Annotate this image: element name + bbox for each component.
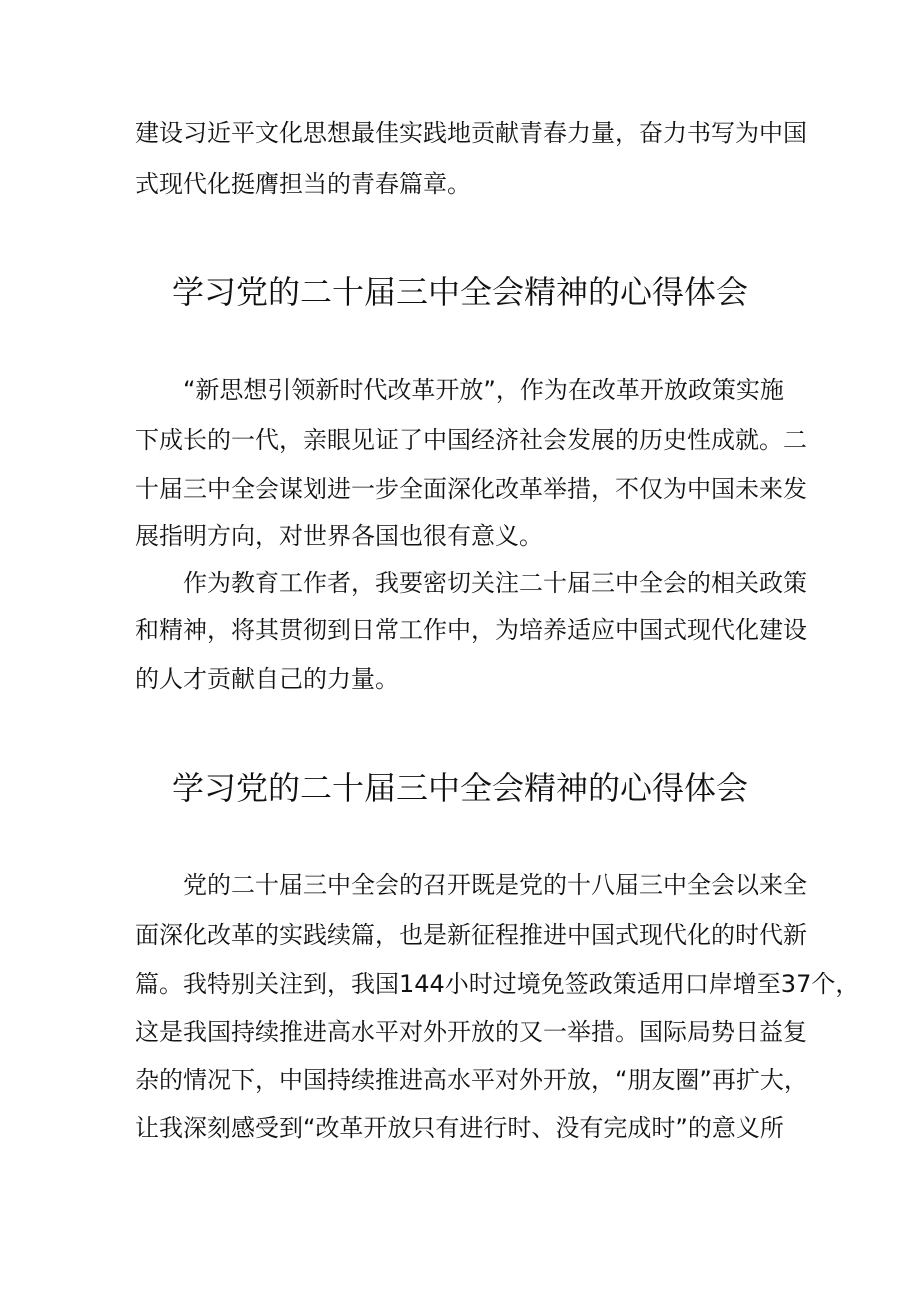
paragraph-line: 让我深刻感受到“改革开放只有进行时、没有完成时”的意义所 [135,1114,784,1142]
paragraph-line: 这是我国持续推进高水平对外开放的又一举措。国际局势日益复 [135,1018,807,1046]
paragraph-line: 篇。我特别关注到，我国144小时过境免签政策适用口岸增至37个， [135,970,860,998]
section-title: 学习党的二十届三中全会精神的心得体会 [171,769,748,807]
paragraph-line: 和精神，将其贯彻到日常工作中，为培养适应中国式现代化建设 [135,616,807,644]
paragraph-line: 建设习近平文化思想最佳实践地贡献青春力量，奋力书写为中国 [135,119,807,147]
paragraph-line: 党的二十届三中全会的召开既是党的十八届三中全会以来全 [183,871,807,899]
paragraph-line: 十届三中全会谋划进一步全面深化改革举措，不仅为中国未来发 [135,475,807,503]
section-title: 学习党的二十届三中全会精神的心得体会 [171,273,748,311]
paragraph-line: “新思想引领新时代改革开放”，作为在改革开放政策实施 [183,376,784,404]
paragraph-line: 式现代化挺膺担当的青春篇章。 [135,170,471,198]
paragraph-line: 面深化改革的实践续篇，也是新征程推进中国式现代化的时代新 [135,921,807,949]
paragraph-line: 下成长的一代，亲眼见证了中国经济社会发展的历史性成就。二 [135,426,807,454]
paragraph-line: 的人才贡献自己的力量。 [135,665,399,693]
paragraph-line: 展指明方向，对世界各国也很有意义。 [135,522,543,550]
paragraph-line: 杂的情况下，中国持续推进高水平对外开放，“朋友圈”再扩大， [135,1066,808,1094]
paragraph-line: 作为教育工作者，我要密切关注二十届三中全会的相关政策 [183,569,807,597]
